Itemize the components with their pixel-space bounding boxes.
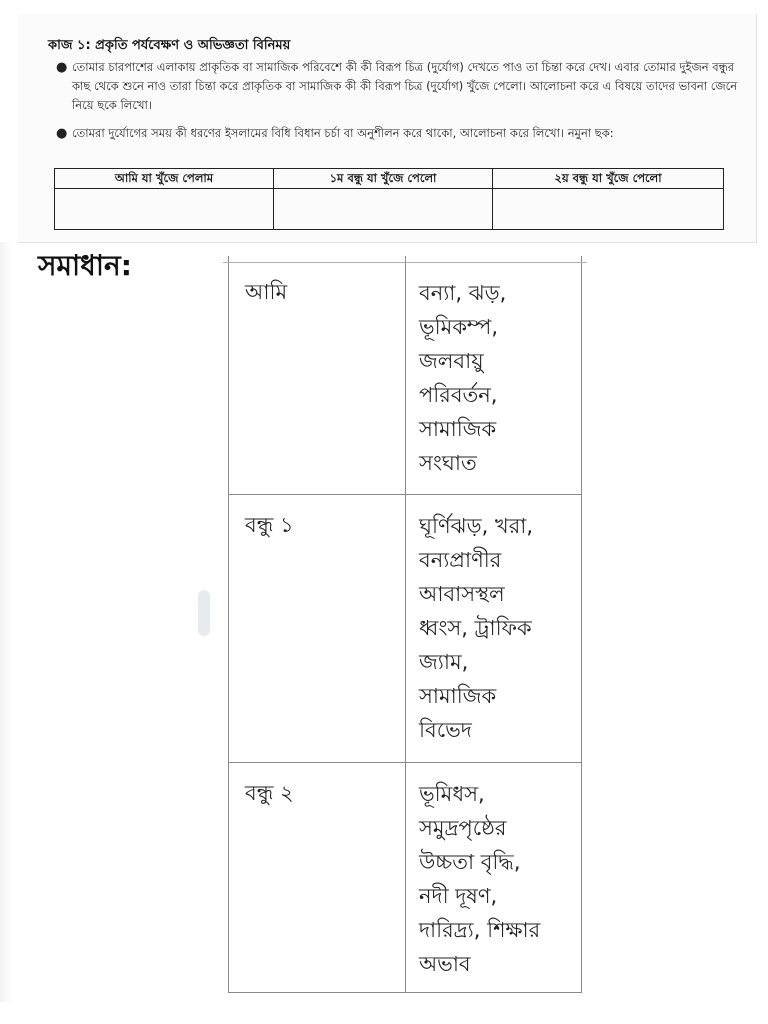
sample-table-header: ২য় বন্ধু যা খুঁজে পেলো — [493, 169, 723, 189]
bullet-text: তোমরা দুর্যোগের সময় কী ধরণের ইসলামের বিধি বিধান চর্চা বা অনুশীলন করে থাকো, আলোচনা করে লিখো। নমুনা ছক: — [72, 126, 614, 140]
sample-table-header: আমি যা খুঁজে পেলাম — [55, 169, 274, 189]
sample-table-cell — [493, 189, 723, 229]
worksheet-bullet — [56, 58, 738, 115]
row-value — [419, 276, 579, 480]
value-line: ভূমিকম্প, — [419, 315, 499, 339]
row-key: আমি — [245, 280, 288, 304]
table-row — [229, 262, 581, 494]
value-line: বন্যা, ঝড়, — [419, 281, 507, 305]
answer-table — [228, 256, 582, 993]
sample-table-cell — [274, 189, 493, 229]
row-value — [419, 777, 579, 981]
value-line: আবাসস্থল — [419, 582, 505, 606]
value-line: বিভেদ — [419, 718, 472, 742]
row-value — [419, 509, 579, 747]
value-line: সামাজিক — [419, 417, 497, 441]
table-row — [229, 494, 581, 763]
sample-table-cell — [55, 189, 274, 229]
scan-edge-shade — [0, 242, 12, 1002]
value-line: বন্যপ্রাণীর — [419, 548, 502, 572]
row-key: বন্ধু ২ — [245, 781, 294, 805]
sample-table-header: ১ম বন্ধু যা খুঁজে পেলো — [274, 169, 493, 189]
table-row — [229, 762, 581, 993]
worksheet-bullet — [56, 124, 738, 143]
image-edge-artifact — [198, 590, 210, 636]
solution-label: সমাধান: — [38, 249, 132, 282]
value-line: সামাজিক — [419, 684, 497, 708]
value-line: জ্যাম, — [419, 650, 469, 674]
value-line: সমুদ্রপৃষ্ঠের — [419, 816, 507, 840]
value-line: অভাব — [419, 952, 471, 976]
value-line: দারিদ্র্য, শিক্ষার — [419, 918, 541, 942]
row-key: বন্ধু ১ — [245, 513, 294, 537]
value-line: ভূমিধস, — [419, 782, 485, 806]
value-line: সংঘাত — [419, 451, 477, 475]
sample-table — [54, 168, 724, 230]
value-line: ধ্বংস, ট্রাফিক — [419, 616, 532, 640]
value-line: নদী দূষণ, — [419, 884, 498, 908]
value-line: জলবায়ু — [419, 349, 484, 373]
bullet-text: তোমার চারপাশের এলাকায় প্রাকৃতিক বা সামাজিক পরিবেশে কী কী বিরূপ চিত্র (দুর্যোগ) দেখতে পাও তা চিন্তা করে দেখ। এবার তোমার দুইজন বন্ধুর কাছ থেকে শুনে নাও তারা চিন্তা করে প্রাকৃতিক বা সামাজিক কী কী বিরূপ চিত্র (দুর্যোগ) খুঁজে পেলো। আলোচনা করে এ বিষয়ে তাদের ভাবনা জেনে নিয়ে ছকে লিখো। — [72, 60, 738, 112]
worksheet-scan — [18, 14, 757, 243]
value-line: পরিবর্তন, — [419, 383, 498, 407]
bullet-dot-icon: ● — [56, 126, 68, 141]
value-line: ঘূর্ণিঝড়, খরা, — [419, 514, 534, 538]
worksheet-heading: কাজ ১: প্রকৃতি পর্যবেক্ষণ ও অভিজ্ঞতা বিনিময় — [48, 38, 291, 53]
bullet-dot-icon: ● — [56, 60, 68, 75]
value-line: উচ্চতা বৃদ্ধি, — [419, 850, 521, 874]
